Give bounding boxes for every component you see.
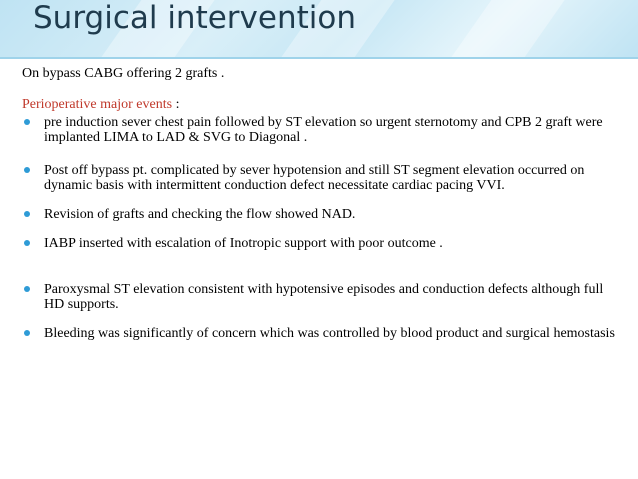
bullet-icon <box>24 167 30 173</box>
slide-title: Surgical intervention <box>33 0 357 36</box>
list-item <box>22 236 622 251</box>
section-heading <box>22 97 622 112</box>
bullet-icon <box>24 330 30 336</box>
slide-body <box>22 66 622 341</box>
list-item <box>22 207 622 222</box>
list-item <box>22 282 622 312</box>
bullet-icon <box>24 211 30 217</box>
list-item <box>22 163 622 193</box>
list-item-text: Post off bypass pt. complicated by sever hypotension and still ST segment elevation occurred on dynamic basis with intermittent conduction defect necessitate cardiac pacing VVI. <box>44 163 585 193</box>
list-item <box>22 115 622 145</box>
banner-stripe <box>430 0 571 58</box>
list-item-text: pre induction sever chest pain followed by ST elevation so urgent sternotomy and CPB 2 graft were implanted LIMA to LAD & SVG to Diagonal . <box>44 115 603 145</box>
list-item-text: Paroxysmal ST elevation consistent with hypotensive episodes and conduction defects although full HD supports. <box>44 282 604 312</box>
bullet-icon <box>24 286 30 292</box>
list-item <box>22 326 622 341</box>
bullet-icon <box>24 119 30 125</box>
section-heading-suffix: : <box>172 97 180 112</box>
title-divider <box>0 57 638 59</box>
list-item-text: Bleeding was significantly of concern which was controlled by blood product and surgical hemostasis <box>44 326 615 341</box>
bullet-icon <box>24 240 30 246</box>
list-item-text: Revision of grafts and checking the flow showed NAD. <box>44 207 356 222</box>
section-heading-label: Perioperative major events <box>22 97 173 112</box>
intro-text: On bypass CABG offering 2 grafts . <box>22 66 225 81</box>
list-item-text: IABP inserted with escalation of Inotropic support with poor outcome . <box>44 236 443 251</box>
events-list <box>22 115 622 341</box>
